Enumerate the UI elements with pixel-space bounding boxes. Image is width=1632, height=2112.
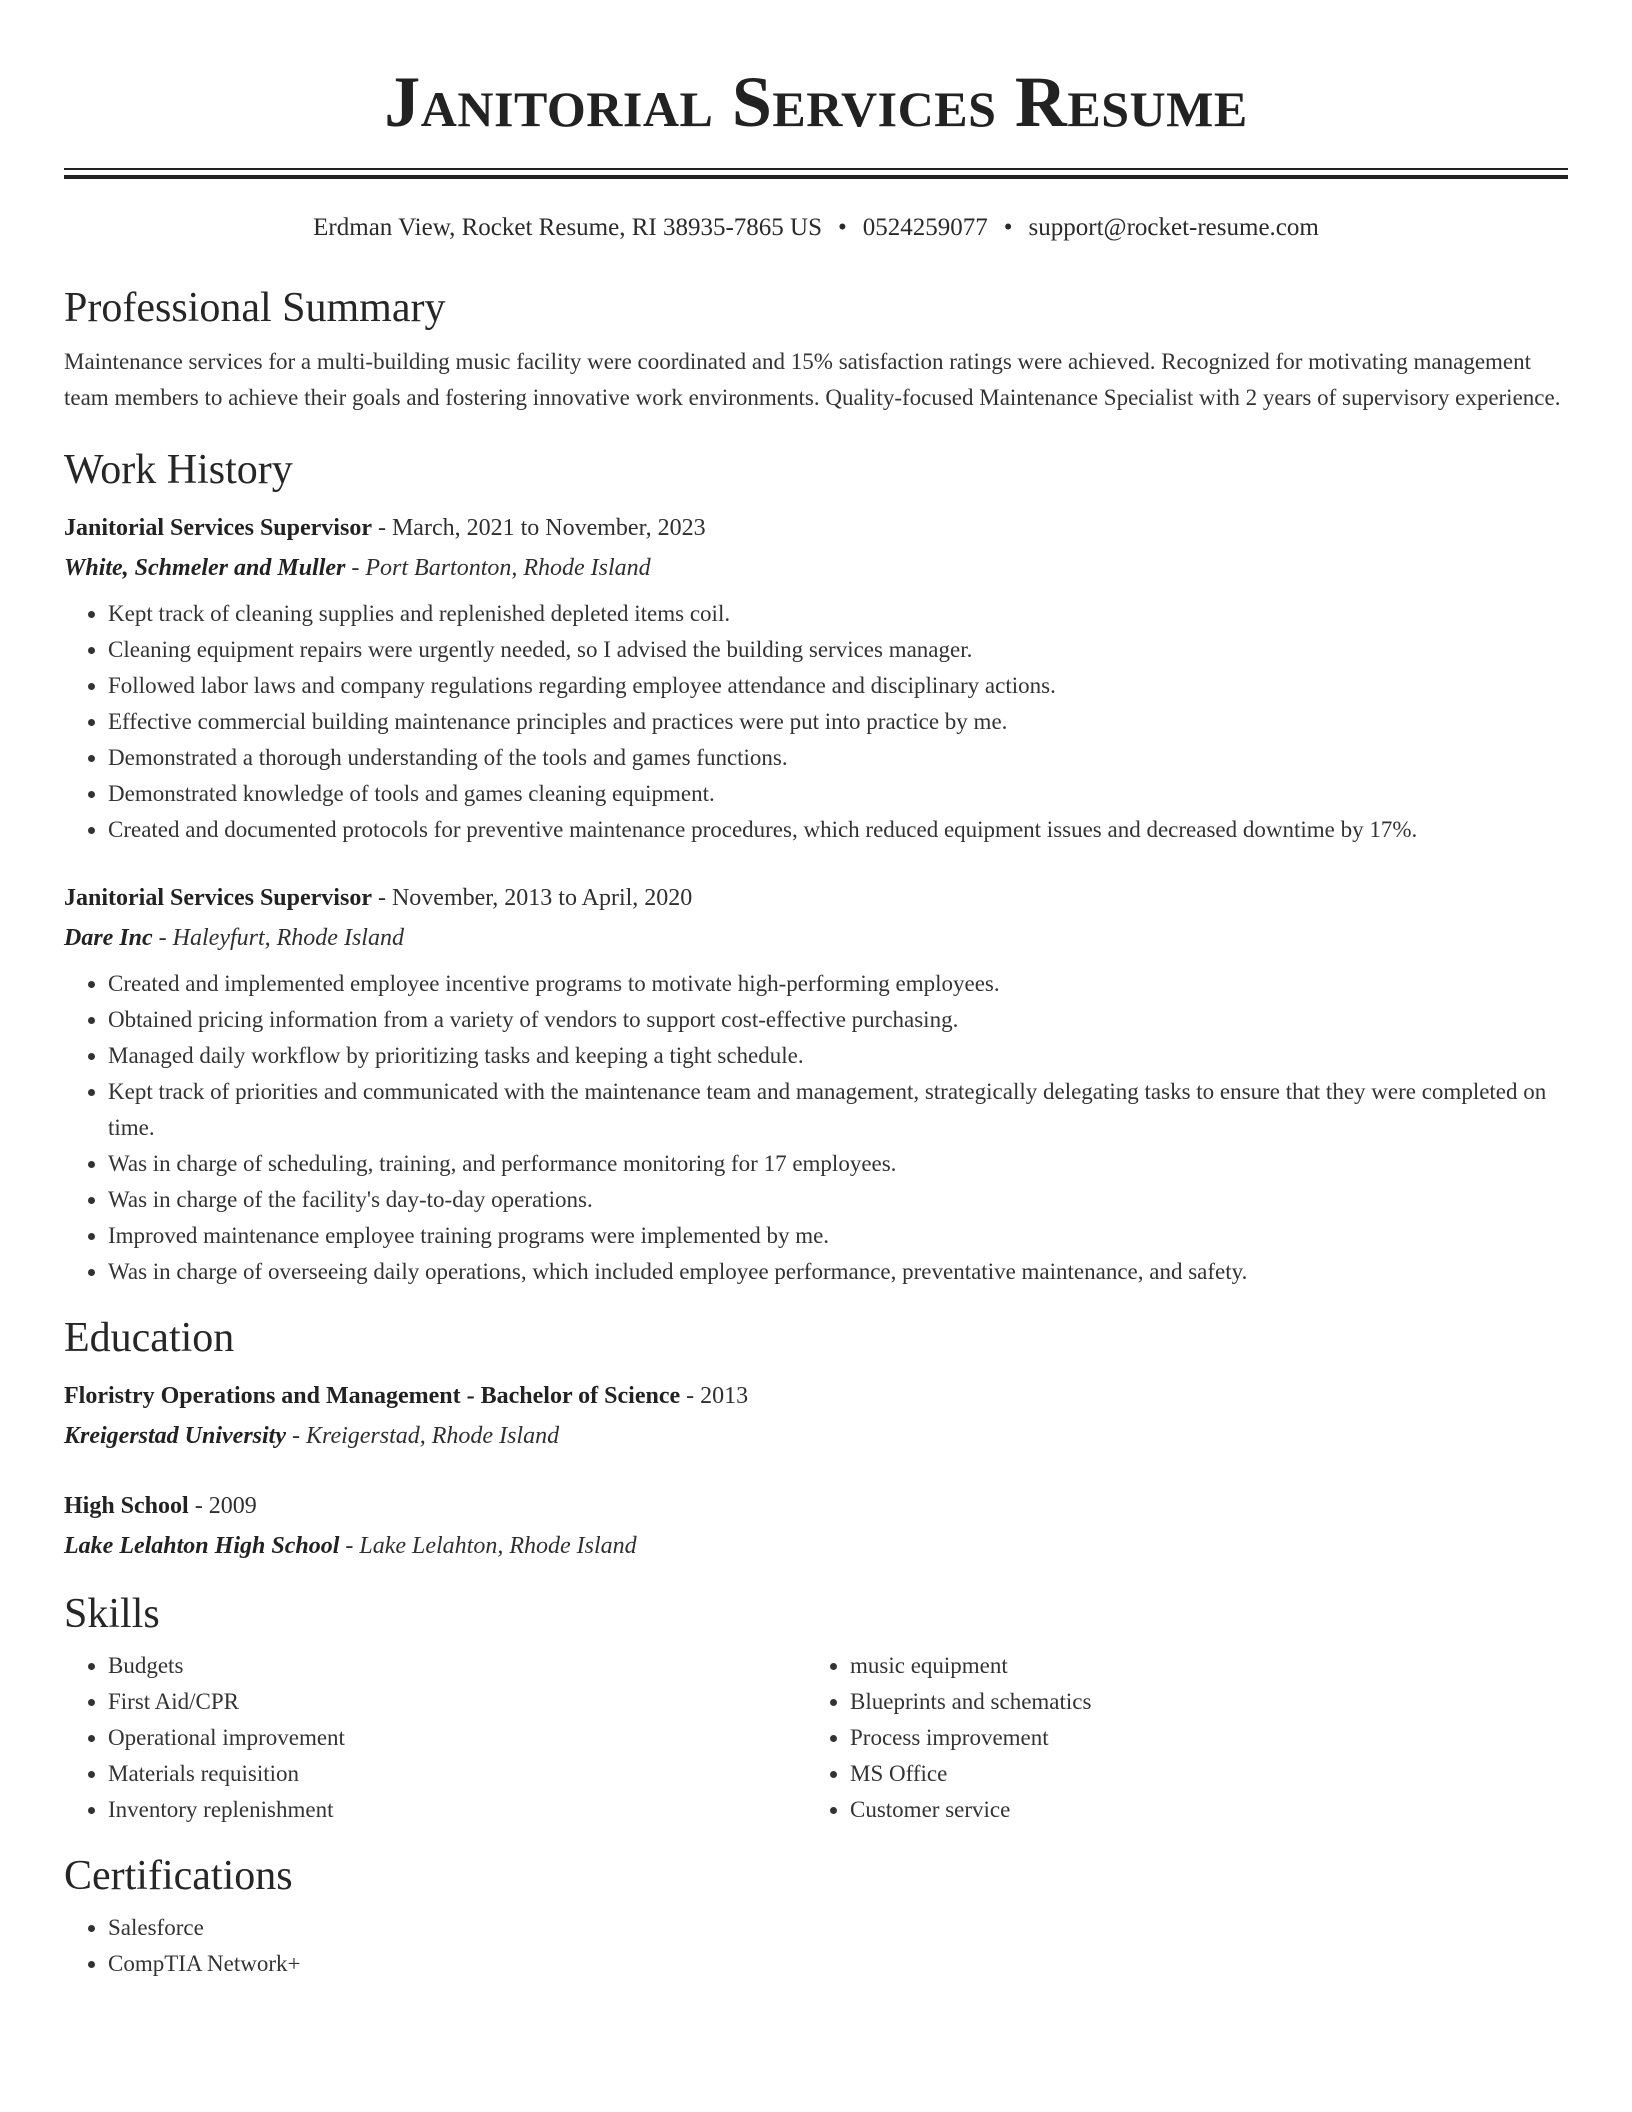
skill-item: • First Aid/CPR	[108, 1684, 806, 1720]
job-bullet: • Demonstrated a thorough understanding of the tools and games functions.	[108, 740, 1568, 776]
skill-item: • MS Office	[850, 1756, 1548, 1792]
job-title-line	[64, 878, 1568, 918]
job-title-line	[64, 508, 1568, 548]
education-degree: Floristry Operations and Management - Bachelor of Science	[64, 1383, 681, 1409]
job-bullet: • Was in charge of scheduling, training, and performance monitoring for 17 employees.	[108, 1146, 1568, 1182]
contact-email: support@rocket-resume.com	[1028, 214, 1319, 241]
education-degree: High School	[64, 1493, 189, 1519]
certification-item: • CompTIA Network+	[108, 1946, 1568, 1982]
skills-columns	[64, 1648, 1568, 1828]
education-school: Lake Lelahton High School	[64, 1533, 340, 1559]
job-bullet: • Managed daily workflow by prioritizing tasks and keeping a tight schedule.	[108, 1038, 1568, 1074]
education-entry	[64, 1376, 1568, 1456]
job-bullet: • Was in charge of the facility's day-to-day operations.	[108, 1182, 1568, 1218]
education-year: - 2013	[680, 1383, 749, 1409]
contact-separator: •	[838, 214, 847, 241]
job-bullets	[64, 966, 1568, 1290]
job-bullet: • Improved maintenance employee training programs were implemented by me.	[108, 1218, 1568, 1254]
contact-address: Erdman View, Rocket Resume, RI 38935-7865 US	[313, 214, 823, 241]
skills-list-left	[64, 1648, 806, 1828]
job-bullet: • Was in charge of overseeing daily operations, which included employee performance, preventative maintenance, and safety.	[108, 1254, 1568, 1290]
job-title: Janitorial Services Supervisor	[64, 515, 372, 541]
skill-item: • Process improvement	[850, 1720, 1548, 1756]
education-location: - Lake Lelahton, Rhode Island	[339, 1533, 637, 1559]
education-degree-line	[64, 1376, 1568, 1416]
job-bullet: • Effective commercial building maintenance principles and practices were put into practice by me.	[108, 704, 1568, 740]
job-location: - Port Bartonton, Rhode Island	[345, 555, 651, 581]
job-bullet: • Obtained pricing information from a variety of vendors to support cost-effective purchasing.	[108, 1002, 1568, 1038]
job-dates: - March, 2021 to November, 2023	[371, 515, 706, 541]
contact-separator: •	[1003, 214, 1013, 241]
contact-phone: 0524259077	[862, 214, 988, 241]
job-location: - Haleyfurt, Rhode Island	[152, 925, 404, 951]
skills-list-right	[806, 1648, 1548, 1828]
work-history-heading: Work History	[64, 447, 293, 493]
certification-item: • Salesforce	[108, 1910, 1568, 1946]
job-company: White, Schmeler and Muller	[64, 555, 346, 581]
summary-text: Maintenance services for a multi-building music facility were coordinated and 15% satisfaction ratings were achieved. Recognized for motivating management team members to achieve their goals and fostering innovative work environments. Quality-focused Maintenance Specialist with 2 years of supervisory experience.	[64, 349, 1561, 410]
education-entry	[64, 1486, 1568, 1566]
education-degree-line	[64, 1486, 1568, 1526]
job-bullet: • Demonstrated knowledge of tools and games cleaning equipment.	[108, 776, 1568, 812]
skills-heading: Skills	[64, 1591, 160, 1637]
title-double-rule	[64, 168, 1568, 179]
job-company-line	[64, 548, 1568, 588]
job-entry	[64, 878, 1568, 1290]
job-company: Dare Inc	[64, 925, 153, 951]
job-bullet: • Followed labor laws and company regulations regarding employee attendance and disciplinary actions.	[108, 668, 1568, 704]
job-bullet: • Kept track of priorities and communicated with the maintenance team and management, strategically delegating tasks to ensure that they were completed on time.	[108, 1074, 1568, 1146]
education-school-line	[64, 1526, 1568, 1566]
skill-item: • music equipment	[850, 1648, 1548, 1684]
job-bullets	[64, 596, 1568, 848]
job-bullet: • Cleaning equipment repairs were urgently needed, so I advised the building services manager.	[108, 632, 1568, 668]
resume-title: Janitorial Services Resume	[384, 62, 1248, 142]
skill-item: • Inventory replenishment	[108, 1792, 806, 1828]
job-company-line	[64, 918, 1568, 958]
certifications-heading: Certifications	[64, 1853, 293, 1899]
education-location: - Kreigerstad, Rhode Island	[286, 1423, 560, 1449]
education-school-line	[64, 1416, 1568, 1456]
education-year: - 2009	[188, 1493, 257, 1519]
summary-heading: Professional Summary	[64, 285, 446, 331]
education-heading: Education	[64, 1315, 235, 1361]
skill-item: • Blueprints and schematics	[850, 1684, 1548, 1720]
skill-item: • Budgets	[108, 1648, 806, 1684]
job-bullet: • Created and implemented employee incentive programs to motivate high-performing employees.	[108, 966, 1568, 1002]
job-dates: - November, 2013 to April, 2020	[371, 885, 693, 911]
education-school: Kreigerstad University	[64, 1423, 286, 1449]
job-bullet: • Kept track of cleaning supplies and replenished depleted items coil.	[108, 596, 1568, 632]
skill-item: • Operational improvement	[108, 1720, 806, 1756]
job-entry	[64, 508, 1568, 848]
skill-item: • Customer service	[850, 1792, 1548, 1828]
certifications-list	[64, 1910, 1568, 1982]
job-title: Janitorial Services Supervisor	[64, 885, 372, 911]
job-bullet: • Created and documented protocols for preventive maintenance procedures, which reduced equipment issues and decreased downtime by 17%.	[108, 812, 1568, 848]
skill-item: • Materials requisition	[108, 1756, 806, 1792]
contact-line	[64, 212, 1568, 244]
